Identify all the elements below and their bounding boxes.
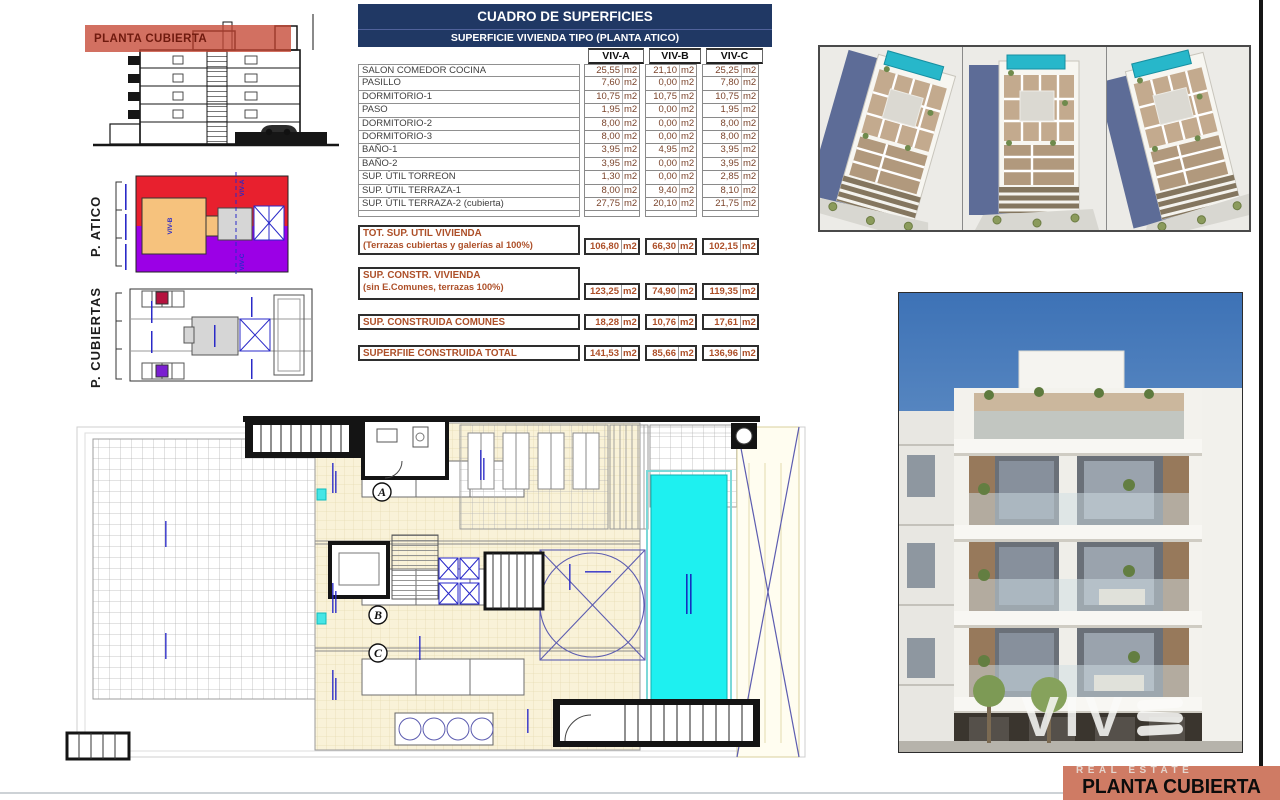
row-label-empty [358,211,580,217]
summary-row [358,267,772,300]
value-unit: m2 [742,241,756,253]
surface-table-rows [358,64,772,217]
roof-floor-plan [65,403,810,765]
value-unit: m2 [681,65,695,76]
value-cell [702,185,759,198]
value-cell [584,131,640,144]
row-label: SUP. ÚTIL TERRAZA-2 (cubierta) [358,198,580,211]
value-cell-empty [702,211,759,217]
chimney [731,423,757,449]
value-unit: m2 [623,286,637,298]
core-corridor [218,208,252,240]
bottom-equipment [395,713,493,745]
building-section-drawing [85,4,347,162]
bottom-left-storage [67,733,129,759]
core-block [184,317,238,355]
value-unit: m2 [742,348,756,360]
value-unit: m2 [680,241,694,253]
facade-photo-render [898,292,1243,753]
value-number: 3,95 [601,157,620,169]
value-unit: m2 [680,286,694,298]
value-cell [702,104,759,117]
value-cell [702,91,759,104]
summary-value-cell [645,314,697,330]
summary-value-cell [702,314,759,330]
summary-value-cell [702,283,759,300]
value-unit: m2 [623,348,637,360]
value-cell [584,118,640,131]
summary-value-cell [645,345,697,361]
summary-value-number: 85,66 [652,348,676,360]
table-column-headers [358,48,772,64]
summary-value-cell [645,283,697,300]
value-number: 4,95 [658,144,677,156]
value-unit: m2 [743,117,757,129]
summary-value-number: 10,76 [652,317,676,329]
value-number: 8,00 [601,130,620,142]
p-atico-svg [112,170,300,280]
value-number: 0,00 [658,171,677,183]
value-number: 3,95 [601,144,620,156]
row-label: SALON COMEDOR COCINA [358,64,580,77]
neighbour-building-left [899,411,957,752]
value-number: 21,75 [715,197,739,209]
row-label: BAÑO-1 [358,144,580,157]
column-header-viv-b: VIV-B [649,48,701,64]
summary-label-line1: TOT. SUP. UTIL VIVIENDA [363,228,482,240]
value-unit: m2 [624,171,638,183]
row-label: PASO [358,104,580,117]
roof-render-panels [818,45,1251,232]
value-cell [584,171,640,184]
row-label: DORMITORIO-3 [358,131,580,144]
value-cell [702,198,759,211]
value-cell [645,144,697,157]
value-number: 0,00 [658,130,677,142]
value-unit: m2 [623,317,637,329]
value-cell [645,64,697,77]
value-number: 0,00 [658,157,677,169]
value-cell [645,185,697,198]
value-unit: m2 [742,286,756,298]
summary-value-number: 136,96 [708,348,738,360]
value-number: 7,80 [720,77,739,89]
value-number: 10,75 [715,90,739,102]
surface-table-summary [358,225,772,361]
value-number: 8,00 [720,130,739,142]
value-unit: m2 [624,157,638,169]
planta-cubierta-highlight-band [85,25,291,52]
value-cell [584,91,640,104]
value-number: 0,00 [658,77,677,89]
summary-value-number: 141,53 [589,348,619,360]
rooftop-pool [647,471,731,717]
value-cell [702,131,759,144]
value-number: 25,25 [715,65,739,76]
roof-render-panel-1 [820,47,963,230]
unit-a-marker: A [377,485,387,499]
summary-label [358,267,580,300]
value-cell [702,171,759,184]
value-unit: m2 [681,184,695,196]
value-unit: m2 [743,184,757,196]
value-unit: m2 [743,171,757,183]
summary-value-cell [584,238,640,255]
bottom-staircase [553,699,760,747]
roof-render-svg [820,47,963,230]
value-unit: m2 [681,90,695,102]
value-unit: m2 [624,197,638,209]
facade-svg [899,293,1242,752]
zone-b-label: VIV-B [167,217,174,235]
value-unit: m2 [743,144,757,156]
value-number: 0,00 [658,117,677,129]
summary-value-number: 66,30 [652,241,676,253]
summary-value-number: 74,90 [652,286,676,298]
unit-b-marker: B [373,608,383,622]
table-row [358,198,772,211]
value-number: 1,95 [720,104,739,116]
row-label: DORMITORIO-2 [358,118,580,131]
value-cell-empty [645,211,697,217]
value-cell [645,91,697,104]
value-unit: m2 [624,90,638,102]
value-unit: m2 [681,171,695,183]
value-cell [702,144,759,157]
p-cubiertas-label: P. CUBIERTAS [88,286,103,388]
summary-label [358,225,580,255]
table-row [358,104,772,117]
value-unit: m2 [624,144,638,156]
roof-render-panel-2 [963,47,1106,230]
summary-value-number: 123,25 [589,286,619,298]
value-number: 27,75 [596,197,620,209]
left-terrace-grid [93,439,315,699]
value-cell [702,118,759,131]
value-number: 10,75 [596,90,620,102]
table-row [358,77,772,90]
summary-value-number: 17,61 [714,317,738,329]
value-number: 3,95 [720,144,739,156]
value-cell [702,158,759,171]
value-cell [645,104,697,117]
value-number: 25,55 [596,65,620,76]
summary-label-line2: (sin E.Comunes, terrazas 100%) [363,281,504,292]
value-unit: m2 [681,77,695,89]
value-unit: m2 [681,130,695,142]
red-roof-element [156,292,168,304]
value-unit: m2 [623,241,637,253]
purple-roof-element [156,365,168,377]
table-row [358,131,772,144]
value-cell [645,198,697,211]
brand-banner [1063,766,1280,800]
value-cell [584,144,640,157]
summary-value-cell [584,283,640,300]
zone-c-label: VIV-C [239,253,246,271]
real-estate-tagline: REAL ESTATE [1076,765,1194,776]
roof-render-svg [963,47,1106,230]
table-row [358,118,772,131]
vive-logo-letters: VIV [1021,685,1128,749]
top-staircase [245,420,363,458]
table-row [358,91,772,104]
summary-value-cell [584,314,640,330]
column-header-viv-a: VIV-A [588,48,644,64]
value-unit: m2 [680,317,694,329]
value-cell-empty [584,211,640,217]
table-row [358,144,772,157]
value-cell [645,77,697,90]
value-unit: m2 [681,157,695,169]
value-cell [584,198,640,211]
value-number: 8,00 [720,117,739,129]
table-subtitle: SUPERFICIE VIVIENDA TIPO (PLANTA ATICO) [358,30,772,47]
page-right-border [1259,0,1263,800]
row-label: SUP. ÚTIL TORREON [358,171,580,184]
value-unit: m2 [624,184,638,196]
roof-floor-plan-svg [65,403,810,765]
summary-label-line1: SUP. CONSTR. VIVIENDA [363,270,481,282]
summary-label-line1: SUP. CONSTRUIDA COMUNES [363,316,506,328]
rooftop-pool [1007,55,1065,69]
value-cell [645,118,697,131]
column-header-spacer [358,48,584,64]
value-cell [584,158,640,171]
value-number: 3,95 [720,157,739,169]
value-number: 8,00 [601,117,620,129]
value-unit: m2 [743,65,757,76]
summary-value-number: 106,80 [589,241,619,253]
p-atico-diagram [88,170,302,282]
value-number: 1,30 [601,171,620,183]
value-unit: m2 [624,117,638,129]
value-cell [702,64,759,77]
vive-logo [1021,687,1237,747]
value-number: 9,40 [658,184,677,196]
column-header-viv-c: VIV-C [706,48,763,64]
table-row [358,64,772,77]
summary-value-number: 18,28 [595,317,619,329]
p-cubiertas-diagram [88,283,326,391]
value-cell [702,77,759,90]
summary-value-cell [702,345,759,361]
value-unit: m2 [743,157,757,169]
balcony-floors [969,455,1189,697]
value-unit: m2 [624,104,638,116]
value-unit: m2 [624,130,638,142]
summary-value-number: 102,15 [708,241,738,253]
zone-a-label: VIV-A [239,179,246,197]
value-unit: m2 [743,197,757,209]
table-row-empty [358,211,772,217]
summary-row [358,345,772,361]
value-unit: m2 [742,317,756,329]
summary-label-line2: (Terrazas cubiertas y galerías al 100%) [363,239,533,250]
value-number: 10,75 [653,90,677,102]
cyan-marker-1 [317,489,326,500]
summary-row [358,314,772,330]
p-cubiertas-svg [112,283,322,389]
value-unit: m2 [681,197,695,209]
vive-logo-e-bars-icon [1137,699,1183,735]
value-unit: m2 [743,77,757,89]
row-label: SUP. ÚTIL TERRAZA-1 [358,185,580,198]
cyan-marker-2 [317,613,326,624]
value-unit: m2 [624,65,638,76]
value-number: 21,10 [653,65,677,76]
value-unit: m2 [624,77,638,89]
solarium-terrace [460,425,608,529]
elevator-box [254,206,284,240]
value-cell [584,185,640,198]
value-number: 0,00 [658,104,677,116]
unit-c-marker: C [373,646,383,660]
row-label: BAÑO-2 [358,158,580,171]
value-cell [645,171,697,184]
summary-value-cell [645,238,697,255]
row-label: DORMITORIO-1 [358,91,580,104]
value-number: 8,10 [720,184,739,196]
summary-value-cell [584,345,640,361]
value-number: 20,10 [653,197,677,209]
roof-render-strip [818,45,1251,232]
value-number: 1,95 [601,104,620,116]
table-title: CUADRO DE SUPERFICIES [358,4,772,30]
p-atico-label: P. ATICO [88,195,103,257]
summary-label-line1: SUPERFIIE CONSTRUIDA TOTAL [363,347,517,359]
value-unit: m2 [681,144,695,156]
value-number: 8,00 [601,184,620,196]
row-label: PASILLO [358,77,580,90]
summary-value-number: 119,35 [709,286,738,298]
value-number: 7,60 [601,77,620,89]
table-row [358,158,772,171]
planta-cubierta-banner-label: PLANTA CUBIERTA [1082,776,1261,798]
value-unit: m2 [743,104,757,116]
value-number: 2,85 [720,171,739,183]
summary-label [358,345,580,361]
roof-render-panel-3 [1107,47,1249,230]
value-unit: m2 [681,117,695,129]
value-unit: m2 [681,104,695,116]
value-cell [584,77,640,90]
summary-label [358,314,580,330]
value-cell [584,104,640,117]
value-cell [645,158,697,171]
value-unit: m2 [743,130,757,142]
value-cell [645,131,697,144]
table-row [358,171,772,184]
planta-cubierta-band-label: PLANTA CUBIERTA [94,32,208,45]
value-unit: m2 [743,90,757,102]
value-unit: m2 [680,348,694,360]
table-row [358,185,772,198]
elevator-box [240,319,270,351]
value-cell [584,64,640,77]
summary-value-cell [702,238,759,255]
surface-table [358,4,772,361]
roof-render-svg [1107,47,1249,230]
top-bathroom [363,420,447,478]
summary-row [358,225,772,255]
